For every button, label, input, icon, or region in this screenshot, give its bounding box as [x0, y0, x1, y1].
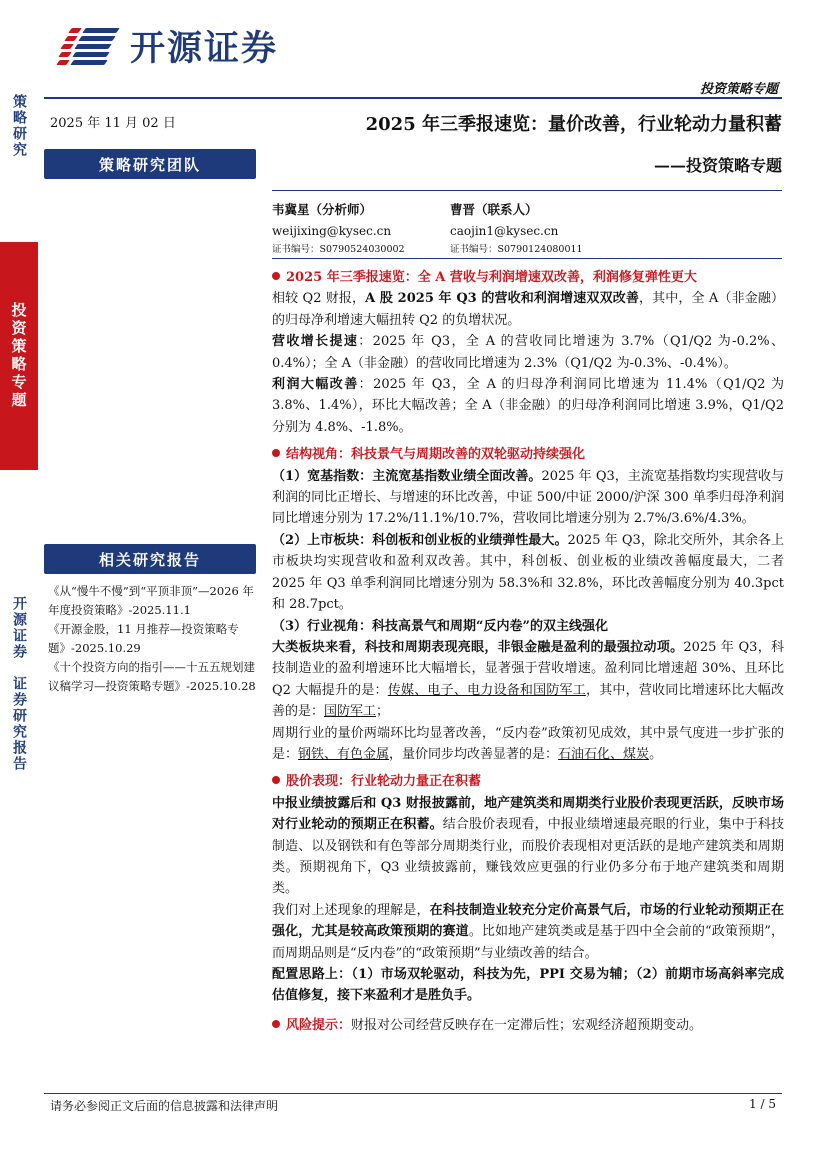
bullet-icon: [272, 776, 280, 784]
risk-line: 风险提示：财报对公司经营反映存在一定滞后性；宏观经济超预期变动。: [272, 1015, 784, 1036]
paragraph: 配置思路上：（1）市场双轮驱动，科技为先，PPI 交易为辅；（2）前期市场高斜率完成估值修复，接下来盈利才是胜负手。: [272, 967, 784, 1004]
authors-bottom-divider: [272, 258, 782, 259]
bullet-icon: [272, 449, 280, 457]
report-body: [272, 263, 784, 1036]
side-label-top: 策略研究: [11, 94, 27, 158]
header-tag: 投资策略专题: [699, 82, 778, 97]
header-divider: [44, 97, 782, 99]
author-card: [272, 200, 405, 255]
bullet-icon: [272, 1020, 280, 1028]
author-email[interactable]: caojin1@kysec.cn: [450, 224, 559, 238]
side-label-bottom: 开源证券 证券研究报告: [11, 596, 27, 772]
report-date: 2025 年 11 月 02 日: [50, 116, 176, 131]
author-name: 曹晋（联系人）: [450, 202, 538, 217]
brand-logo: [62, 18, 278, 74]
authors-top-divider: [272, 190, 782, 191]
author-card: [450, 200, 583, 255]
brand-mark-icon: [62, 22, 122, 70]
footer-disclaimer: 请务必参阅正文后面的信息披露和法律声明: [50, 1099, 279, 1113]
section-heading: 股价表现：行业轮动力量正在积蓄: [272, 771, 784, 792]
paragraph: 相较 Q2 财报，A 股 2025 年 Q3 的营收和利润增速双双改善，其中，全 A（非金融）的归母净利增速大幅扭转 Q2 的负增状况。: [272, 291, 784, 328]
section-heading: 结构视角：科技景气与周期改善的双轮驱动持续强化: [272, 444, 784, 465]
bullet-icon: [272, 272, 280, 280]
footer-divider: [44, 1093, 782, 1094]
paragraph: 周期行业的量价两端环比均显著改善，“反内卷”政策初见成效，其中景气度进一步扩张的是：钢铁、有色金属，量价同步均改善显著的是：石油石化、煤炭。: [272, 725, 784, 762]
paragraph: （1）宽基指数：主流宽基指数业绩全面改善。2025 年 Q3，主流宽基指数均实现营收与利润的同比正增长、与增速的环比改善，中证 500/中证 2000/沪深 300 单季归母净利润同比增速分别为 17.2%/11.1%/10.7%，营收同比增速分别为 2.7%/3.6%/4.3%。: [272, 468, 785, 527]
related-report-link[interactable]: 《从“慢牛不慢”到“平顶非顶”—2026 年年度投资策略》-2025.11.1: [48, 584, 254, 617]
paragraph: （2）上市板块：科创板和创业板的业绩弹性最大。2025 年 Q3，除北交所外，其余各上市板块均实现营收和盈利双改善。其中，科创板、创业板的业绩改善幅度最大，二者 2025 年 Q3 单季利润同比增速分别为 58.3%和 32.8%，环比改善幅度分别为 40.3pct 和 28.7pct。: [272, 532, 785, 613]
related-reports-list: [48, 582, 258, 696]
author-email[interactable]: weijixing@kysec.cn: [272, 224, 392, 238]
paragraph: 中报业绩披露后和 Q3 财报披露前，地产建筑类和周期类行业股价表现更活跃，反映市场对行业轮动的预期正在积蓄。结合股价表现看，中报业绩增速最亮眼的行业，集中于科技制造、以及钢铁和有色等部分周期类行业，而股价表现相对更活跃的是地产建筑类和周期类。预期视角下，Q3 业绩披露前，赚钱效应更强的行业仍多分布于地产建筑类和周期类。: [272, 795, 784, 897]
paragraph: 我们对上述现象的理解是，在科技制造业较充分定价高景气后，市场的行业轮动预期正在强化，尤其是较高政策预期的赛道。比如地产建筑类或是基于四中全会前的“政策预期”，而周期品则是“反内卷”的“政策预期”与业绩改善的结合。: [272, 902, 784, 961]
related-panel-title: 相关研究报告: [44, 544, 256, 574]
paragraph: 利润大幅改善：2025 年 Q3，全 A 的归母净利润同比增速为 11.4%（Q1/Q2 为 3.8%、1.4%），环比大幅改善；全 A（非金融）的归母净利润同比增速 3.9%，Q1/Q2 分别为 4.8%、-1.8%。: [272, 377, 784, 435]
related-report-link[interactable]: 《十个投资方向的指引——十五五规划建议稿学习—投资策略专题》-2025.10.28: [48, 660, 256, 693]
report-title: 2025 年三季报速览：量价改善，行业轮动力量积蓄: [365, 114, 782, 135]
brand-name: 开源证券: [130, 29, 279, 69]
author-cert: 证书编号：S0790124080011: [450, 244, 583, 255]
side-label-middle: 投资策略专题: [0, 242, 38, 470]
page-number: 1 / 5: [749, 1097, 776, 1111]
paragraph: 大类板块来看，科技和周期表现亮眼，非银金融是盈利的最强拉动项。2025 年 Q3，科技制造业的盈利增速环比大幅增长，显著强于营收增速。盈利同比增速超 30%、且环比 Q2 大幅提升的是：传媒、电子、电力设备和国防军工，其中，营收同比增速环比大幅改善的是：国防军工；: [272, 639, 784, 720]
author-name: 韦冀星（分析师）: [272, 202, 373, 217]
author-cert: 证书编号：S0790524030002: [272, 244, 405, 255]
section-heading: 2025 年三季报速览：全 A 营收与利润增速双改善，利润修复弹性更大: [272, 267, 784, 288]
paragraph: 营收增长提速：2025 年 Q3，全 A 的营收同比增速为 3.7%（Q1/Q2 为-0.2%、0.4%）；全 A（非金融）的营收同比增速为 2.3%（Q1/Q2 为-0.3%、-0.4%）。: [272, 334, 784, 371]
related-report-link[interactable]: 《开源金股，11 月推荐—投资策略专题》-2025.10.29: [48, 622, 239, 655]
report-subtitle: ——投资策略专题: [653, 156, 782, 175]
team-panel-title: 策略研究团队: [44, 149, 256, 179]
paragraph: （3）行业视角：科技高景气和周期“反内卷”的双主线强化: [272, 618, 609, 634]
